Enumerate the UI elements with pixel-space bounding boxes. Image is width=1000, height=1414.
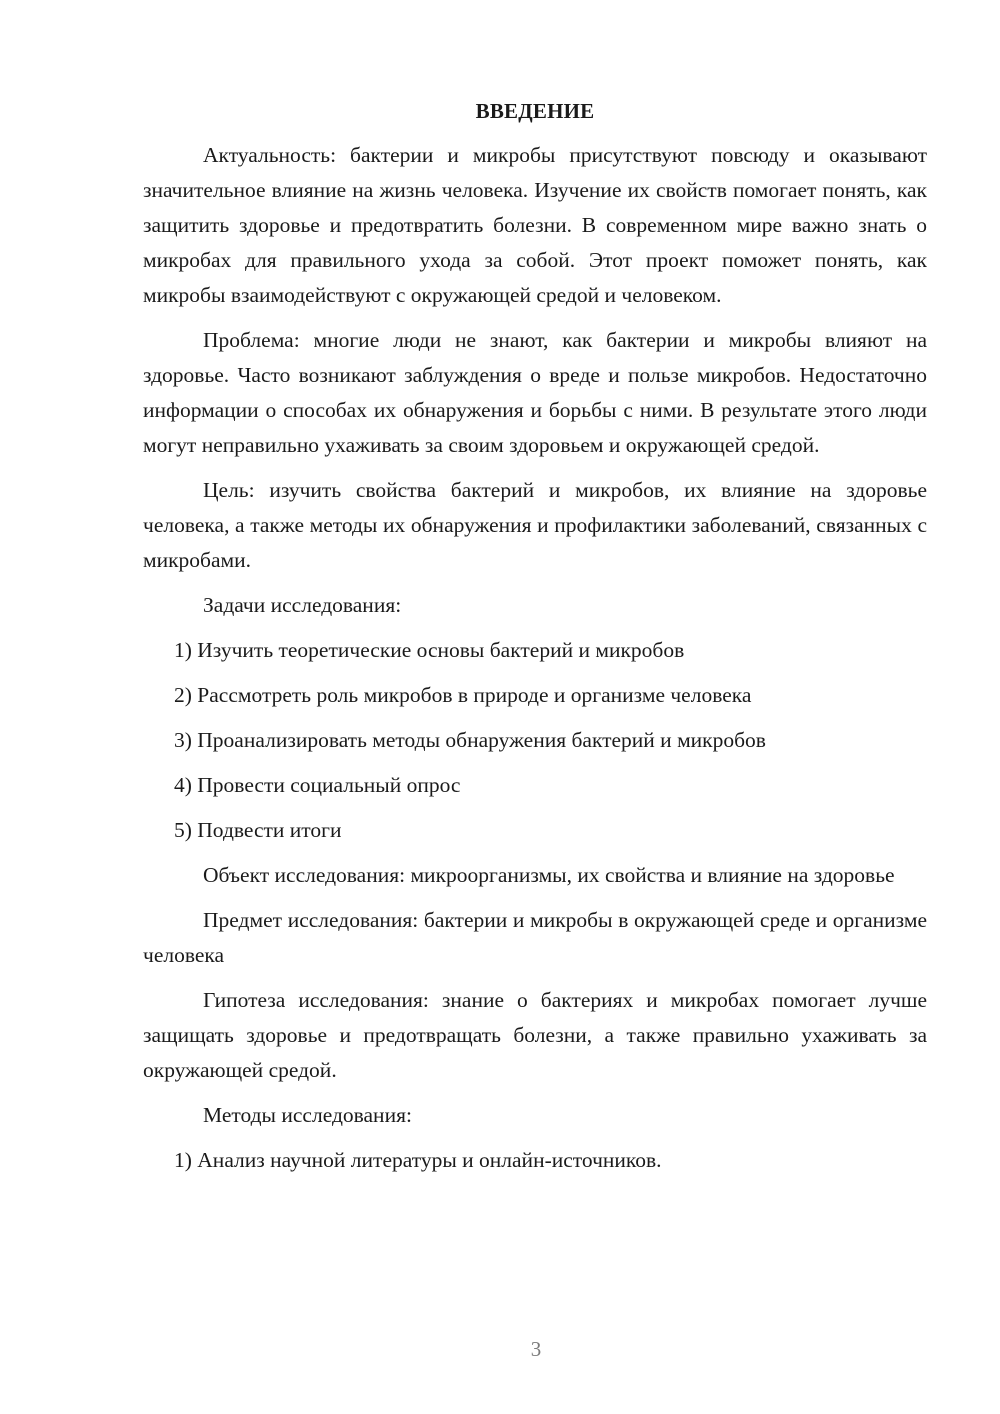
task-item: 5) Подвести итоги [174,818,342,842]
relevance-paragraph: Актуальность: бактерии и микробы присутствуют повсюду и оказывают значительное влияние на жизнь человека. Изучение их свойств помогает понять, как защитить здоровье и предотвратить болезни. В современном мире важно знать о микробах для правильного ухода за собой. Этот проект поможет понять, как микробы взаимодействуют с окружающей средой и человеком. [143,143,927,307]
task-item: 2) Рассмотреть роль микробов в природе и организме человека [174,683,752,707]
method-item: 1) Анализ научной литературы и онлайн-источников. [174,1148,662,1172]
methods-label: Методы исследования: [203,1103,412,1127]
page-content [143,96,927,1188]
task-item: 4) Провести социальный опрос [174,773,461,797]
hypothesis-paragraph: Гипотеза исследования: знание о бактериях и микробах помогает лучше защищать здоровье и предотвращать болезни, а также правильно ухаживать за окружающей средой. [143,988,927,1082]
object-paragraph: Объект исследования: микроорганизмы, их свойства и влияние на здоровье [203,863,895,887]
goal-paragraph: Цель: изучить свойства бактерий и микробов, их влияние на здоровье человека, а также методы их обнаружения и профилактики заболеваний, связанных с микробами. [143,478,927,572]
section-title: ВВЕДЕНИЕ [475,99,595,123]
task-item: 1) Изучить теоретические основы бактерий и микробов [174,638,685,662]
subject-paragraph: Предмет исследования: бактерии и микробы в окружающей среде и организме человека [143,908,927,967]
methods-list [143,1143,927,1178]
problem-paragraph: Проблема: многие люди не знают, как бактерии и микробы влияют на здоровье. Часто возникают заблуждения о вреде и пользе микробов. Недостаточно информации о способах их обнаружения и борьбы с ними. В результате этого люди могут неправильно ухаживать за своим здоровьем и окружающей средой. [143,328,927,457]
task-item: 3) Проанализировать методы обнаружения бактерий и микробов [174,728,766,752]
page-number: 3 [530,1337,542,1361]
tasks-list [143,633,927,848]
tasks-label: Задачи исследования: [203,593,402,617]
